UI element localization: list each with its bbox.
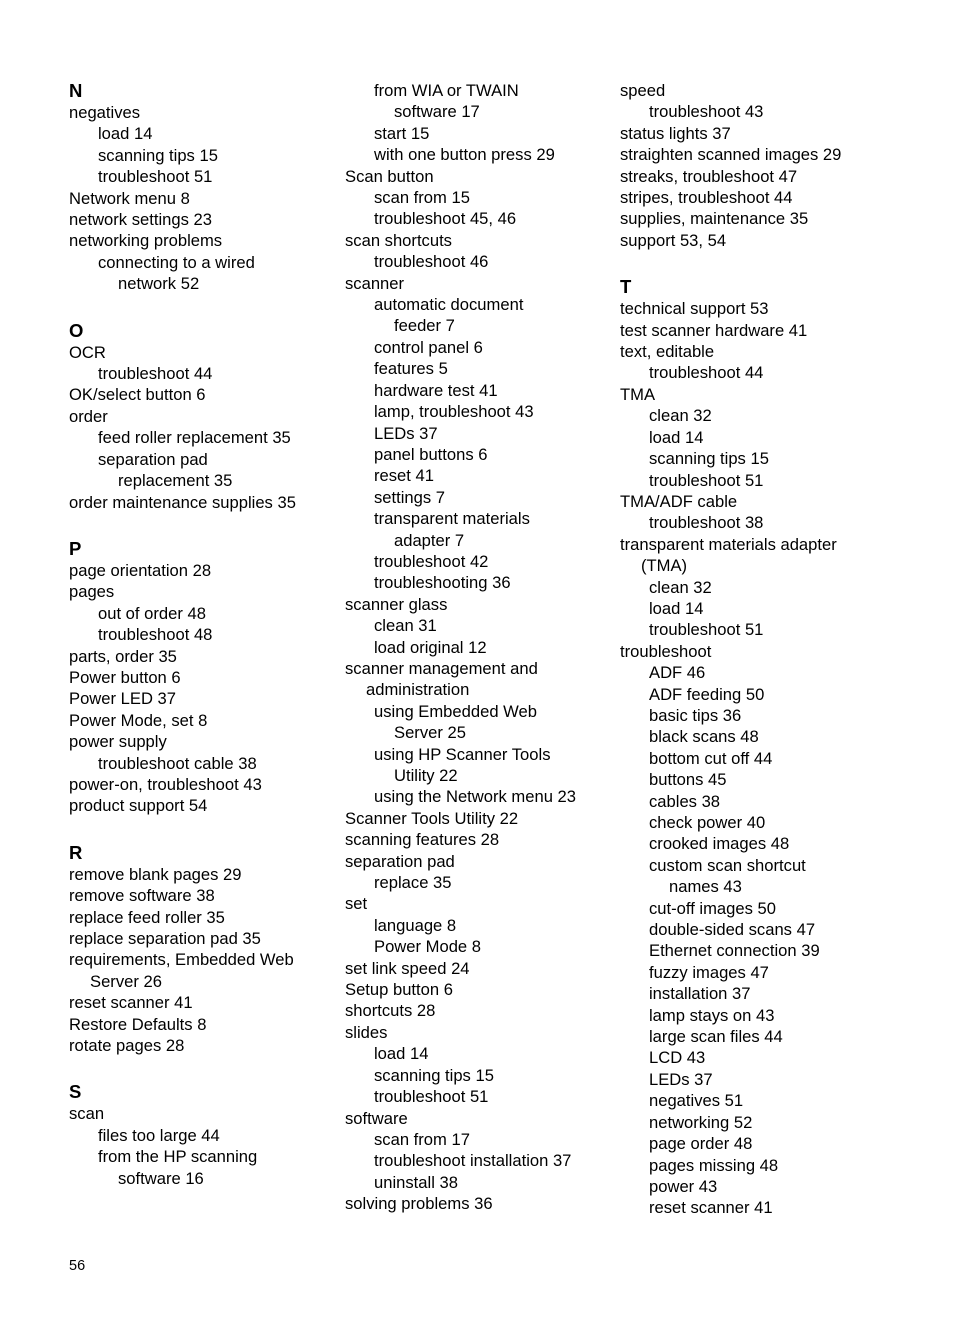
index-subentry: troubleshoot installation 37 xyxy=(374,1151,572,1171)
index-entry: reset scanner 41 xyxy=(69,993,193,1013)
index-subentry: feed roller replacement 35 xyxy=(98,428,291,448)
index-subentry: troubleshoot 44 xyxy=(98,364,213,384)
index-letter-heading: P xyxy=(69,537,82,559)
index-subentry: reset scanner 41 xyxy=(649,1198,773,1218)
index-entry: text, editable xyxy=(620,342,715,362)
index-entry: power-on, troubleshoot 43 xyxy=(69,774,262,794)
index-entry: page orientation 28 xyxy=(69,560,212,580)
index-subentry: using Embedded Web xyxy=(374,701,537,721)
index-subentry: troubleshoot 51 xyxy=(98,167,213,187)
index-entry: scanner xyxy=(345,273,405,293)
index-column-2 xyxy=(345,80,615,1215)
index-entry: negatives xyxy=(69,103,141,122)
index-subentry: with one button press 29 xyxy=(374,145,555,165)
index-subentry: troubleshoot 51 xyxy=(374,1087,489,1107)
index-entry: solving problems 36 xyxy=(345,1194,493,1214)
index-subentry: Power Mode 8 xyxy=(374,937,481,957)
index-subentry: LEDs 37 xyxy=(374,423,438,443)
index-entry: Network menu 8 xyxy=(69,188,190,208)
index-subentry: page order 48 xyxy=(649,1134,753,1154)
index-subentry: uninstall 38 xyxy=(374,1172,458,1192)
index-letter-heading: O xyxy=(69,319,84,341)
index-subentry: load 14 xyxy=(649,427,704,447)
index-subentry: adapter 7 xyxy=(394,530,465,550)
index-subentry: troubleshoot 51 xyxy=(649,470,764,490)
index-subentry: features 5 xyxy=(374,359,448,379)
index-column-3 xyxy=(620,80,890,1219)
index-subentry: load original 12 xyxy=(374,637,487,657)
index-subentry: troubleshoot 38 xyxy=(649,513,764,533)
index-entry: separation pad xyxy=(345,851,455,871)
index-entry: straighten scanned images 29 xyxy=(620,145,842,165)
index-entry: Scanner Tools Utility 22 xyxy=(345,808,519,828)
index-subentry: LCD 43 xyxy=(649,1048,706,1068)
index-entry: remove blank pages 29 xyxy=(69,864,242,884)
index-subentry: ADF 46 xyxy=(649,663,706,683)
index-subentry: administration xyxy=(366,680,470,700)
index-entry: Scan button xyxy=(345,166,434,186)
index-subentry: Ethernet connection 39 xyxy=(649,941,820,961)
index-subentry: from WIA or TWAIN xyxy=(374,81,519,100)
index-subentry: bottom cut off 44 xyxy=(649,748,773,768)
index-entry: Power button 6 xyxy=(69,667,181,687)
index-subentry: buttons 45 xyxy=(649,770,727,790)
index-subentry: connecting to a wired xyxy=(98,252,255,272)
index-entry: scanning features 28 xyxy=(345,830,500,850)
index-entry: order maintenance supplies 35 xyxy=(69,492,296,512)
index-entry: set link speed 24 xyxy=(345,958,470,978)
index-subentry: out of order 48 xyxy=(98,603,206,623)
index-subentry: troubleshoot 46 xyxy=(374,252,489,272)
index-subentry: basic tips 36 xyxy=(649,705,742,725)
index-entry: speed xyxy=(620,81,666,100)
index-subentry: separation pad xyxy=(98,449,208,469)
index-subentry: scanning tips 15 xyxy=(98,145,218,165)
index-entry: OK/select button 6 xyxy=(69,385,206,405)
index-entry: pages xyxy=(69,582,115,602)
index-subentry: reset 41 xyxy=(374,466,434,486)
index-subentry: language 8 xyxy=(374,915,457,935)
index-subentry: troubleshoot 51 xyxy=(649,620,764,640)
index-entry: stripes, troubleshoot 44 xyxy=(620,188,793,208)
index-subentry: software 16 xyxy=(118,1168,204,1188)
index-entry: scan xyxy=(69,1104,105,1124)
index-entry: streaks, troubleshoot 47 xyxy=(620,166,798,186)
index-subentry: double-sided scans 47 xyxy=(649,920,816,940)
index-subentry: troubleshooting 36 xyxy=(374,573,511,593)
index-subentry: software 17 xyxy=(394,102,480,122)
index-entry: shortcuts 28 xyxy=(345,1001,436,1021)
index-subentry: Server 26 xyxy=(90,971,162,991)
index-subentry: troubleshoot 43 xyxy=(649,102,764,122)
index-entry: replace separation pad 35 xyxy=(69,929,261,948)
index-entry: supplies, maintenance 35 xyxy=(620,209,809,229)
index-subentry: fuzzy images 47 xyxy=(649,962,769,982)
index-subentry: load 14 xyxy=(649,598,704,618)
index-subentry: pages missing 48 xyxy=(649,1155,779,1175)
index-subentry: lamp stays on 43 xyxy=(649,1005,775,1025)
index-subentry: installation 37 xyxy=(649,984,751,1004)
index-subentry: panel buttons 6 xyxy=(374,444,488,464)
index-subentry: LEDs 37 xyxy=(649,1069,713,1089)
index-entry: TMA/ADF cable xyxy=(620,491,738,511)
index-entry: requirements, Embedded Web xyxy=(69,950,294,970)
index-entry: Restore Defaults 8 xyxy=(69,1014,207,1034)
index-subentry: negatives 51 xyxy=(649,1091,744,1111)
index-subentry: using HP Scanner Tools xyxy=(374,744,551,764)
index-subentry: scanning tips 15 xyxy=(649,449,769,469)
index-entry: support 53, 54 xyxy=(620,230,727,250)
index-subentry: troubleshoot 45, 46 xyxy=(374,209,517,229)
index-entry: transparent materials adapter xyxy=(620,534,837,554)
index-subentry: clean 31 xyxy=(374,616,437,636)
index-subentry: cut-off images 50 xyxy=(649,898,776,918)
index-subentry: transparent materials xyxy=(374,509,530,529)
index-subentry: from the HP scanning xyxy=(98,1147,258,1167)
index-entry: network settings 23 xyxy=(69,210,212,230)
index-subentry: load 14 xyxy=(98,124,153,144)
index-entry: rotate pages 28 xyxy=(69,1036,185,1056)
index-letter-heading: S xyxy=(69,1081,82,1103)
index-subentry: control panel 6 xyxy=(374,337,483,357)
index-entry: parts, order 35 xyxy=(69,646,177,666)
index-entry: product support 54 xyxy=(69,796,208,816)
index-subentry: network 52 xyxy=(118,274,200,294)
index-subentry: troubleshoot 44 xyxy=(649,363,764,383)
index-subentry: Server 25 xyxy=(394,723,466,743)
index-subentry: scan from 15 xyxy=(374,188,470,208)
index-subentry: automatic document xyxy=(374,295,524,315)
index-entry: power supply xyxy=(69,732,167,752)
index-subentry: crooked images 48 xyxy=(649,834,790,854)
index-letter-heading: R xyxy=(69,841,83,863)
index-letter-heading: T xyxy=(620,276,632,298)
index-entry: Power LED 37 xyxy=(69,689,176,709)
index-entry: networking problems xyxy=(69,231,223,251)
index-entry: order xyxy=(69,406,108,426)
index-entry: troubleshoot xyxy=(620,641,712,661)
index-subentry: using the Network menu 23 xyxy=(374,787,577,807)
index-subentry: (TMA) xyxy=(641,556,688,576)
index-entry: slides xyxy=(345,1022,388,1042)
index-subentry: check power 40 xyxy=(649,813,766,832)
index-entry: OCR xyxy=(69,342,106,362)
index-subentry: clean 32 xyxy=(649,406,712,426)
index-subentry: feeder 7 xyxy=(394,316,455,336)
index-subentry: settings 7 xyxy=(374,487,446,507)
index-entry: TMA xyxy=(620,384,656,404)
index-entry: technical support 53 xyxy=(620,299,769,319)
index-subentry: names 43 xyxy=(669,877,742,897)
index-subentry: Utility 22 xyxy=(394,766,458,785)
index-entry: Power Mode, set 8 xyxy=(69,710,208,730)
index-entry: set xyxy=(345,894,368,914)
index-subentry: start 15 xyxy=(374,123,430,143)
index-entry: software xyxy=(345,1108,408,1128)
index-subentry: power 43 xyxy=(649,1176,718,1196)
index-subentry: black scans 48 xyxy=(649,727,759,747)
page-number: 56 xyxy=(69,1258,86,1274)
index-subentry: troubleshoot cable 38 xyxy=(98,753,257,773)
index-entry: scanner glass xyxy=(345,594,448,614)
index-subentry: networking 52 xyxy=(649,1112,753,1132)
index-entry: test scanner hardware 41 xyxy=(620,320,808,340)
index-letter-heading: N xyxy=(69,80,83,101)
index-subentry: clean 32 xyxy=(649,577,712,597)
index-subentry: troubleshoot 48 xyxy=(98,625,213,645)
index-entry: remove software 38 xyxy=(69,886,215,906)
index-subentry: ADF feeding 50 xyxy=(649,684,765,704)
index-entry: status lights 37 xyxy=(620,123,731,143)
index-subentry: scanning tips 15 xyxy=(374,1065,494,1085)
index-subentry: cables 38 xyxy=(649,791,721,811)
index-column-1 xyxy=(69,80,339,1189)
index-entry: replace feed roller 35 xyxy=(69,907,225,927)
index-subentry: lamp, troubleshoot 43 xyxy=(374,402,534,422)
index-subentry: large scan files 44 xyxy=(649,1027,783,1047)
index-subentry: files too large 44 xyxy=(98,1125,220,1145)
index-subentry: load 14 xyxy=(374,1044,429,1064)
index-entry: scan shortcuts xyxy=(345,230,452,250)
index-subentry: replacement 35 xyxy=(118,471,233,491)
index-entry: scanner management and xyxy=(345,658,538,678)
index-subentry: hardware test 41 xyxy=(374,380,498,400)
index-entry: Setup button 6 xyxy=(345,980,453,1000)
index-subentry: troubleshoot 42 xyxy=(374,551,489,571)
index-subentry: custom scan shortcut xyxy=(649,855,806,875)
index-subentry: scan from 17 xyxy=(374,1129,470,1149)
index-subentry: replace 35 xyxy=(374,873,452,893)
